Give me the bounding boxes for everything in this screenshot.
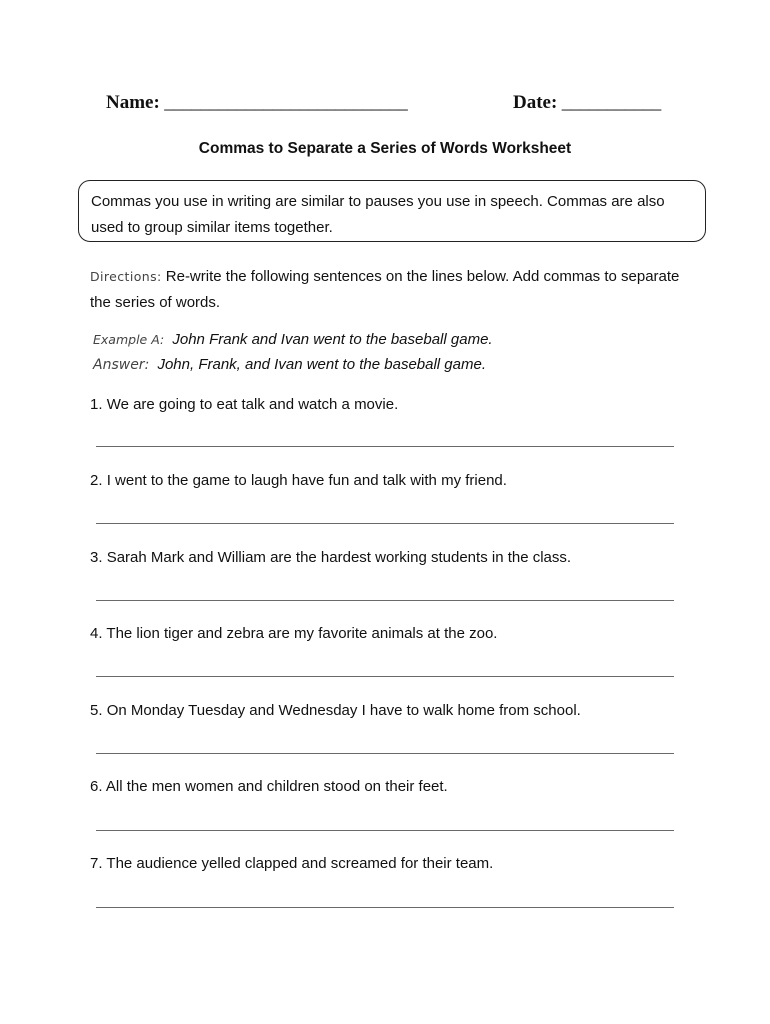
- question-text: The lion tiger and zebra are my favorite animals at the zoo.: [106, 625, 498, 642]
- question-number: 7.: [90, 855, 103, 872]
- question-2: [90, 472, 690, 489]
- question-number: 6.: [90, 778, 103, 795]
- directions-label: Directions:: [90, 269, 162, 284]
- question-text: We are going to eat talk and watch a movie.: [106, 396, 399, 413]
- intro-box: [78, 180, 706, 242]
- question-3: [90, 549, 690, 566]
- question-text: Sarah Mark and William are the hardest working students in the class.: [106, 549, 572, 566]
- worksheet-title: Commas to Separate a Series of Words Worksheet: [198, 140, 572, 157]
- example-row: [93, 331, 493, 348]
- question-7: [90, 855, 690, 872]
- answer-line-5[interactable]: [96, 753, 674, 754]
- date-label: Date:: [513, 92, 558, 113]
- question-text: I went to the game to laugh have fun and talk with my friend.: [106, 472, 507, 489]
- example-label: Example A:: [93, 332, 165, 347]
- question-number: 3.: [90, 549, 103, 566]
- intro-text: Commas you use in writing are similar to pauses you use in speech. Commas are also used to group similar items together.: [91, 193, 665, 236]
- directions-text: Re-write the following sentences on the lines below. Add commas to separate the series of words.: [90, 268, 680, 311]
- question-number: 1.: [90, 396, 103, 413]
- answer-row: [93, 356, 486, 373]
- date-field: [513, 92, 661, 114]
- answer-line-3[interactable]: [96, 600, 674, 601]
- answer-line-2[interactable]: [96, 523, 674, 524]
- question-1: [90, 396, 690, 413]
- directions: [90, 264, 690, 316]
- answer-line-4[interactable]: [96, 676, 674, 677]
- question-number: 2.: [90, 472, 103, 489]
- question-number: 4.: [90, 625, 103, 642]
- question-number: 5.: [90, 702, 103, 719]
- answer-line-1[interactable]: [96, 446, 674, 447]
- question-text: The audience yelled clapped and screamed for their team.: [106, 855, 494, 872]
- question-text: All the men women and children stood on their feet.: [105, 778, 448, 795]
- answer-line-7[interactable]: [96, 907, 674, 908]
- name-blank: ___________________________: [164, 92, 408, 113]
- date-blank: ___________: [561, 92, 661, 113]
- example-text: John Frank and Ivan went to the baseball game.: [172, 331, 493, 348]
- answer-line-6[interactable]: [96, 830, 674, 831]
- name-label: Name:: [106, 92, 160, 113]
- question-4: [90, 625, 690, 642]
- answer-label: Answer:: [93, 357, 150, 373]
- name-field: [106, 92, 407, 114]
- question-5: [90, 702, 690, 719]
- answer-text: John, Frank, and Ivan went to the baseball game.: [157, 356, 486, 373]
- question-6: [90, 778, 690, 795]
- question-text: On Monday Tuesday and Wednesday I have to walk home from school.: [106, 702, 581, 719]
